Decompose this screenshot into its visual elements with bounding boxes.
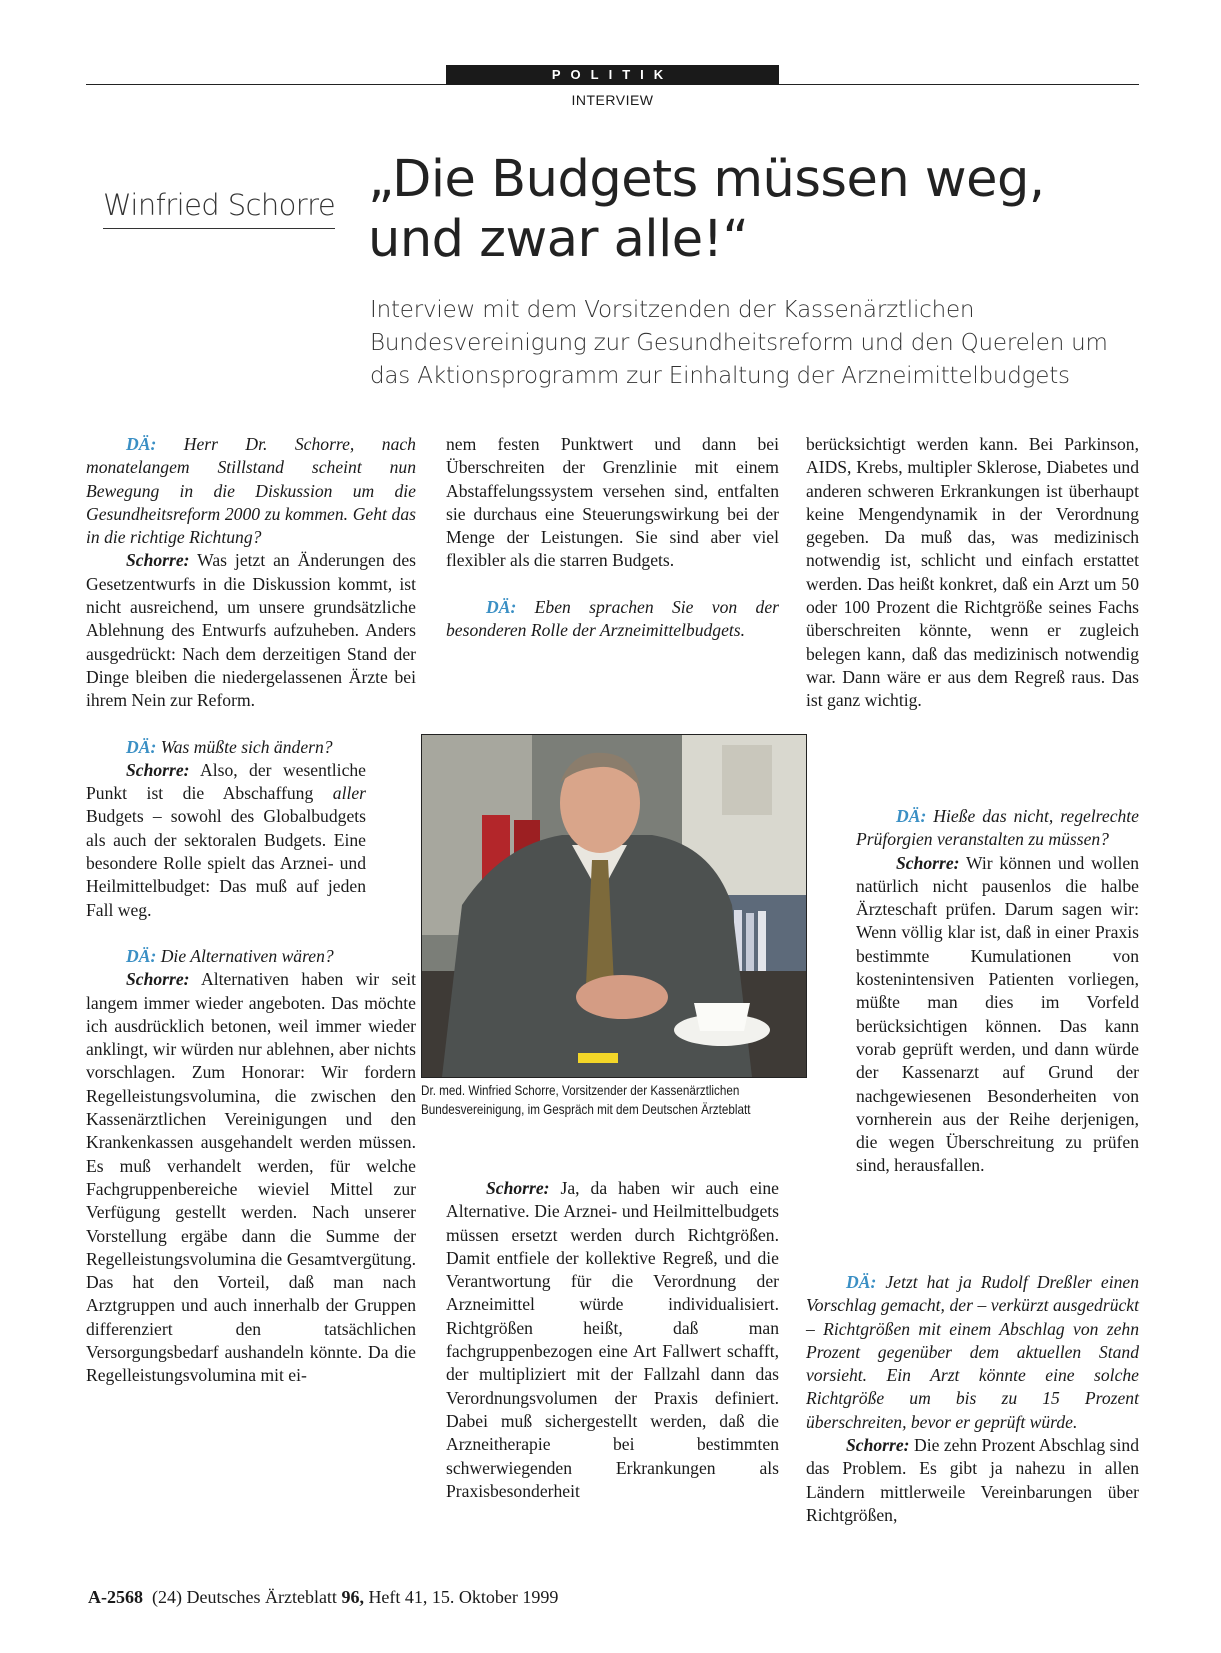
body-text: berücksichtigt werden kann. Bei Parkinson, AIDS, Krebs, multipler Sklerose, Diabetes und anderen schweren Erkrankungen ist überhaupt keine Mengendynamik in der Verordnung gegeben. Da muß das, was medizinisch notwendig ist, schlicht und einfach erstattet werden. Das heißt konkret, daß ein Arzt um 50 oder 100 Prozent die Richtgröße seines Fachs überschreiten könnte, wenn er zugleich belegen kann, daß das medizinisch notwendig war. Dann wäre er aus dem Regreß raus. Das ist ganz wichtig. [806,434,1139,711]
interviewer-label: DÄ: [126,434,157,454]
section-label: POLITIK [446,65,779,85]
emphasis-text: aller [332,783,366,804]
question-text: Die Alternativen wären? [160,945,334,966]
article-column-3-lower [806,1271,1139,1527]
caption-line: Dr. med. Winfried Schorre, Vorsitzender der Kassenärztlichen [421,1083,740,1098]
question-text: Eben sprachen Sie von der besonderen Rolle der Arzneimittelbudgets. [446,596,779,641]
interviewer-label: DÄ: [846,1272,877,1292]
answer [86,759,366,922]
caption-line: Bundesvereinigung, im Gespräch mit dem Deutschen Ärzteblatt [421,1102,751,1117]
narrow-block [86,736,366,969]
interviewer-label: DÄ: [126,736,157,757]
page-footer [88,1587,558,1608]
answer-text: Die zehn Prozent Abschlag sind das Problem. Es gibt ja nahezu in allen Ländern mittlerweile Vereinbarungen über Richtgrößen, [806,1435,1139,1525]
question-text: Hieße das nicht, regelrechte Prüforgien veranstalten zu müssen? [856,806,1139,850]
answer-text: Wir können und wollen natürlich nicht pausenlos die halbe Ärzteschaft prüfen. Darum sagen wir: Wenn völlig klar ist, daß in einer Praxis bestimmte Kumulationen von kostenintensiven Patienten vorliegen, müßte man dies im Vorfeld berücksichtigen können. Das kann vorab geprüft werden, und dann würde der Kassenarzt auf Grund der nachgewiesenen Besonderheiten von vornherein aus der Reihe derjenigen, die wegen Überschreitung zu prüfen sind, herausfallen. [856,852,1139,1176]
answer-text: Alternativen haben wir seit langem immer wieder angeboten. Das möchte ich ausdrücklich betonen, weil immer wieder anklingt, wir würden nur ablehnen, aber nichts vorschlagen. Zum Honorar: Wir fordern Regelleistungsvolumina, die zwischen den Kassenärztlichen Vereinigungen und den Krankenkassen ausgehandelt werden müssen. Es muß verhandelt werden, für welche Fachgruppenbereiche wieviel Mittel zur Verfügung gestellt werden. Nach unserer Vorstellung ergäbe dann die Summe der Regelleistungsvolumina die Gesamtvergütung. Das hat den Vorteil, daß man nach Arztgruppen und auch innerhalb der Gruppen differenziert den tatsächlichen Versorgungsbedarf aushandeln könnte. Da die Regelleistungsvolumina mit ei- [86,969,416,1386]
question [86,945,366,968]
answer-text: Also, der wesentliche Punkt ist die Abschaffung [86,759,366,804]
answer [86,968,416,1387]
deck-line: Interview mit dem Vorsitzenden der Kassenärztlichen [370,297,975,323]
question [806,1271,1139,1434]
page-number: A-2568 [88,1587,143,1607]
answer-text: Budgets – sowohl des Globalbudgets als auch der sektoralen Budgets. Eine besondere Rolle spielt das Arznei- und Heilmittelbudget: Das muß auf jeden Fall weg. [86,806,366,920]
speaker-label: Schorre: [846,1435,910,1456]
question-text: Jetzt hat ja Rudolf Dreßler einen Vorschlag gemacht, der – verkürzt ausgedrückt – Richtgrößen mit einem Abschlag von zehn Prozent gegenüber dem aktuellen Stand vorsieht. Ein Arzt könnte eine solche Richtgröße um bis zu 15 Prozent überschreiten, bevor er geprüft würde. [806,1272,1139,1432]
article-column-3 [806,433,1139,713]
deck-line: Bundesvereinigung zur Gesundheitsreform und den Querelen um [370,330,1108,356]
article-column-2 [446,433,779,642]
body-text: nem festen Punktwert und dann bei Überschreiten der Grenzlinie mit einem Abstaffelungssystem versehen sind, entfalten sie durchaus eine Steuerungswirkung bei der Menge der Leistungen. Sie sind aber viel flexibler als die starren Budgets. [446,434,779,571]
question-text: Herr Dr. Schorre, nach monatelangem Stillstand scheint nun Bewegung in die Diskussion um die Gesundheitsreform 2000 zu kommen. Geht das in die richtige Richtung? [86,434,416,548]
interviewee-name: Winfried Schorre [103,188,335,229]
interviewer-label: DÄ: [126,945,157,966]
interviewer-label: DÄ: [486,596,517,617]
headline-line: „Die Budgets müssen weg, [368,150,1045,209]
article-column-1 [86,433,416,1388]
answer [86,549,416,712]
headline-line: und zwar alle!“ [368,210,749,269]
question [86,736,366,759]
deck [370,294,1150,393]
photo-caption [421,1081,808,1119]
answer-text: Ja, da haben wir auch eine Alternative. Die Arznei- und Heilmittelbudgets müssen ersetzt werden durch Richtgrößen. Damit entfiele der kollektive Regreß, und die Verantwortung für die Verordnung der Arzneimittel würde individualisiert. Richtgrößen heißt, daß man fachgruppenbezogen eine Art Fallwert schafft, der multipliziert mit der Fallzahl dann das Verordnungsvolumen der Praxis definiert. Dabei muß sichergestellt werden, daß die Arzneitherapie bei bestimmten schwerwiegenden Erkrankungen als Praxisbesonderheit [446,1178,779,1501]
photo-illustration [422,735,806,1077]
headline [368,150,1148,270]
speaker-label: Schorre: [126,759,190,780]
deck-line: das Aktionsprogramm zur Einhaltung der Arzneimittelbudgets [370,363,1070,389]
answer [856,852,1139,1178]
answer [806,1434,1139,1527]
article-column-2-lower [446,1177,779,1503]
answer-text: Was jetzt an Änderungen des Gesetzentwurfs in die Diskussion kommt, ist nicht ausreichend, um unsere grundsätzliche Ablehnung des Entwurfs aufzuheben. Anders ausgedrückt: Nach dem derzeitigen Stand der Dinge bleiben die niedergelassenen Ärzte bei ihrem Nein zur Reform. [86,550,416,711]
speaker-label: Schorre: [126,550,190,571]
speaker-label: Schorre: [486,1178,550,1198]
answer [446,1177,779,1503]
question-text: Was müßte sich ändern? [160,736,333,757]
speaker-label: Schorre: [896,852,960,873]
interview-photo [421,734,807,1078]
volume-number: 96, [341,1587,364,1607]
rubric-label: INTERVIEW [571,92,654,108]
journal-name: (24) Deutsches Ärzteblatt [152,1587,337,1607]
issue-date: Heft 41, 15. Oktober 1999 [368,1587,559,1607]
question [86,433,416,549]
question [446,596,779,643]
speaker-label: Schorre: [126,969,190,990]
article-column-3-indented [856,805,1139,1178]
question [856,805,1139,852]
interviewer-label: DÄ: [896,806,927,826]
